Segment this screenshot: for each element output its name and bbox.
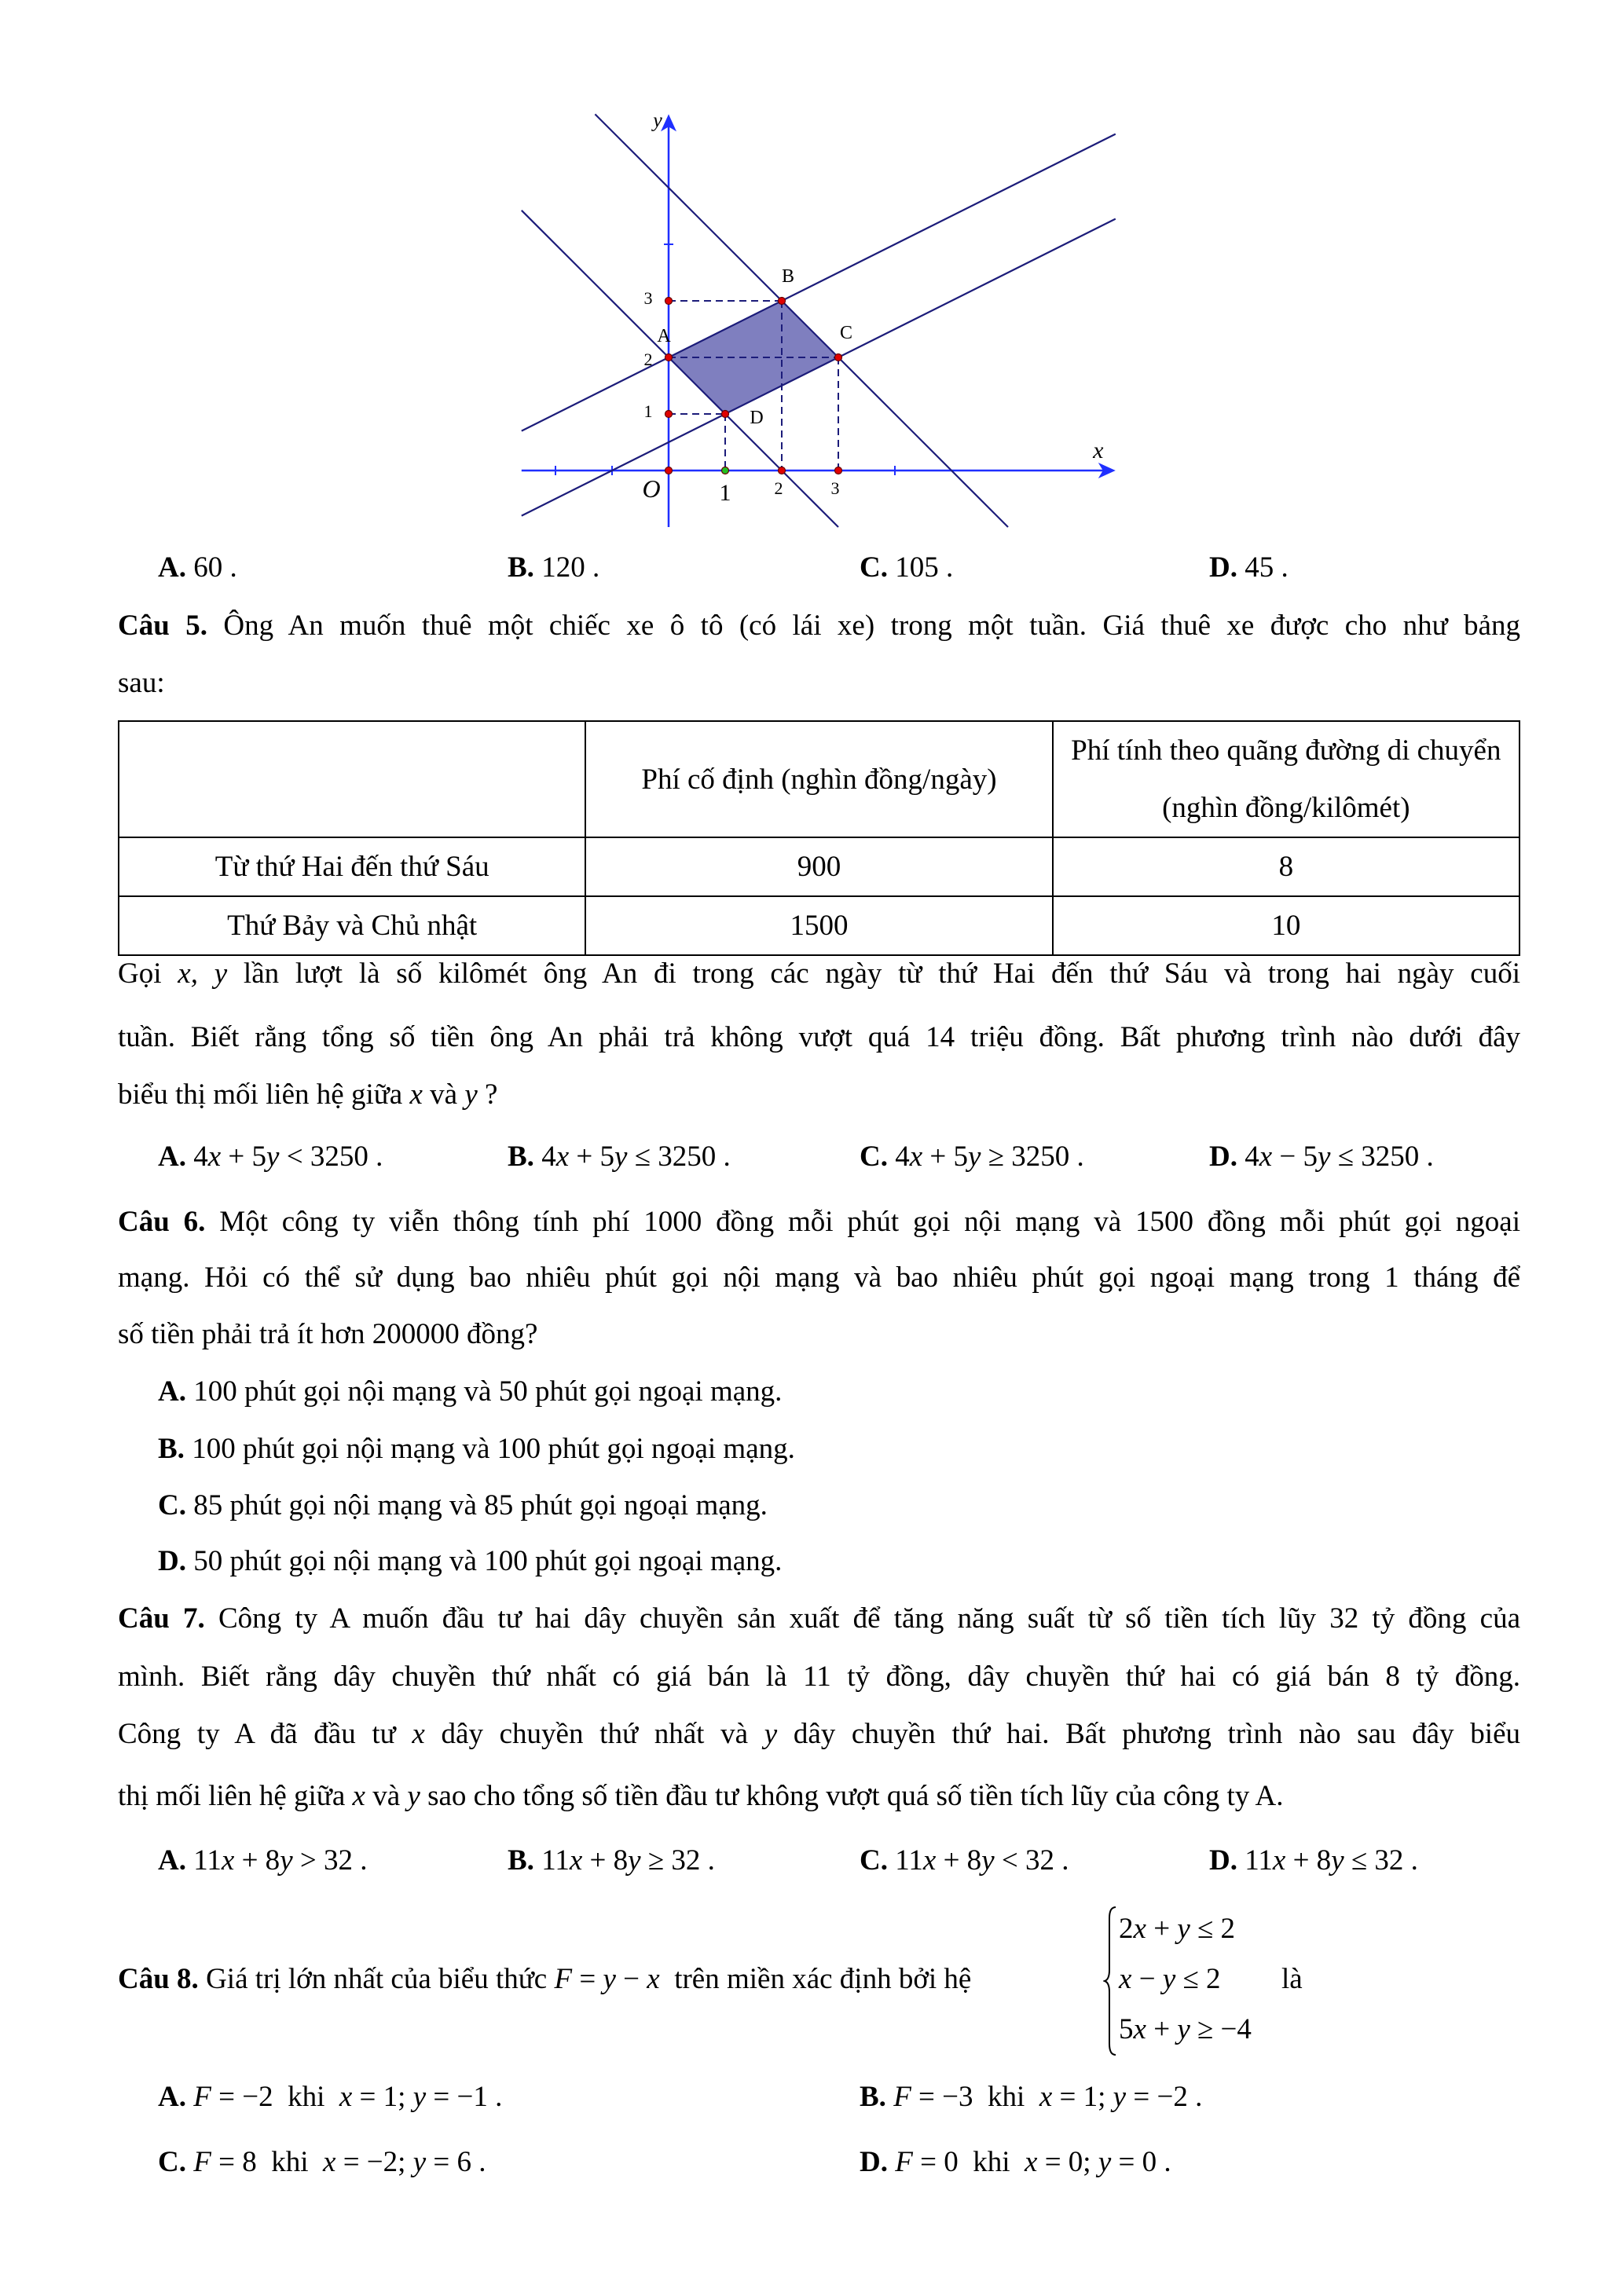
table-cell: 8 [1053,837,1520,896]
x-tick-label: 3 [830,478,840,498]
text-segment: 2 [1119,1913,1134,1945]
text-segment: 60 . [185,551,237,584]
text-segment: 11 [533,1844,570,1877]
math-variable: y [412,2081,427,2113]
text-segment: = 0 . [1111,2146,1171,2178]
math-variable: x [1025,2146,1038,2178]
text-segment: 100 phút gọi nội mạng và 50 phút gọi ngoại mạng. [185,1375,783,1408]
label-bold: C. [860,1844,888,1877]
q6-option-b[interactable] [158,1430,795,1469]
text-segment: < 32 . [994,1844,1069,1877]
text-segment: dây chuyền thứ nhất và [424,1718,764,1750]
text-segment: ≤ 3250 . [1330,1141,1434,1173]
label-bold: D. [1209,551,1237,584]
text-segment: ≤ 2 [1175,1963,1221,1995]
text-segment: sao cho tổng số tiền đầu tư không vượt quá số tiền tích lũy của công ty A. [420,1780,1284,1812]
q6-option-c[interactable] [158,1486,768,1525]
q7-option-b[interactable] [508,1841,715,1880]
label-bold: Câu 8. [118,1963,199,1995]
text-segment: + 8 [234,1844,280,1877]
math-variable: x [569,1844,583,1877]
system-inequality [1119,2010,1252,2049]
q6-question-line [118,1315,1520,1354]
point-marker [665,467,673,474]
text-segment: = −1 . [426,2081,503,2113]
y-tick-label: 1 [643,401,653,421]
q8-question-line [118,1960,971,1999]
text-segment: + 8 [1285,1844,1332,1877]
text-segment: Một công ty viễn thông tính phí 1000 đồng mỗi phút gọi nội mạng và 1500 đồng mỗi phút gọi ngoại [205,1206,1520,1238]
math-variable: y [1318,1141,1331,1173]
text-segment: 50 phút gọi nội mạng và 100 phút gọi ngoại mạng. [185,1545,783,1577]
text-segment: = 6 . [426,2146,486,2178]
label-bold: B. [860,2081,886,2113]
text-segment: 5 [1119,2013,1134,2045]
q4-option-a[interactable] [158,548,237,588]
system-inequality [1119,1960,1221,1999]
y-tick-label: 3 [643,288,653,308]
text-segment: 105 . [887,551,954,584]
boundary-line [522,134,1116,431]
text-segment: ≥ 32 . [640,1844,715,1877]
text-segment: − [1131,1963,1163,1995]
text-segment: = 1; [1052,2081,1113,2113]
math-variable: x [207,1141,222,1173]
text-segment: Gọi [118,958,178,990]
text-segment: = −2 khi [211,2081,339,2113]
math-variable: y [407,1780,420,1812]
text-segment: ≥ −4 [1190,2013,1252,2045]
q6-option-d[interactable] [158,1542,782,1581]
table-header-row [119,721,1520,837]
text-segment: + [1146,1913,1178,1945]
text-segment: Công ty A muốn đầu tư hai dây chuyền sản xuất để tăng năng suất từ số tiền tích lũy 32 tỷ đồng của [204,1602,1520,1635]
rental-fee-table [118,720,1520,956]
point-marker [722,467,729,474]
x-tick-label: 1 [719,480,731,506]
q5-option-a[interactable] [158,1137,383,1177]
text-segment: 4 [1237,1141,1259,1173]
point-marker [665,354,673,361]
text-segment: sau: [118,667,165,699]
label-bold: A. [158,2081,186,2113]
q8-question-tail [1281,1960,1303,1999]
table-cell: 10 [1053,896,1520,955]
point-marker [835,467,842,474]
text-segment: trên miền xác định bởi hệ [659,1963,972,1995]
table-header-cell: Phí cố định (nghìn đồng/ngày) [585,721,1052,837]
math-variable: y [981,1844,995,1877]
text-segment: Ông An muốn thuê một chiếc xe ô tô (có lái xe) trong một tuần. Giá thuê xe được cho như bảng [207,610,1520,642]
label-bold: A. [158,551,186,584]
text-segment [186,2081,193,2113]
q4-option-b[interactable] [508,548,599,588]
q5-question-line [118,606,1520,646]
q6-question-line [118,1203,1520,1242]
label-bold: Câu 7. [118,1602,205,1635]
text-segment: dây chuyền thứ hai. Bất phương trình nào sau đây biểu [777,1718,1520,1750]
label-bold: C. [158,2146,186,2178]
text-segment: ≤ 3250 . [627,1141,731,1173]
text-segment [186,2146,193,2178]
q7-option-d[interactable] [1209,1841,1418,1880]
q7-question-line [118,1599,1520,1639]
math-variable: x [412,1718,425,1750]
math-variable: x [409,1078,423,1111]
label-bold: D. [1209,1844,1237,1877]
q5-question-line [118,664,1520,703]
point-label: A [657,326,671,346]
text-segment: mạng. Hỏi có thể sử dụng bao nhiêu phút gọi nội mạng và bao nhiêu phút gọi ngoại mạng trong 1 tháng để [118,1262,1520,1294]
point-marker [665,298,673,305]
math-variable: x [1119,1963,1132,1995]
math-variable: y [1162,1963,1176,1995]
text-segment: mình. Biết rằng dây chuyền thứ nhất có giá bán là 11 tỷ đồng, dây chuyền thứ hai có giá bán 8 tỷ đồng. [118,1661,1520,1693]
math-variable: y [968,1141,981,1173]
table-cell: 1500 [585,896,1052,955]
math-variable: F [554,1963,573,1995]
text-segment: = −3 khi [911,2081,1039,2113]
q7-question-line [118,1657,1520,1697]
math-variable: y [628,1844,641,1877]
math-variable: x [1133,2013,1146,2045]
inequality-system [1103,1902,1307,2060]
table-cell: 900 [585,837,1052,896]
text-segment: 4 [887,1141,910,1173]
text-segment: Công ty A đã đầu tư [118,1718,412,1750]
q6-option-a[interactable] [158,1372,782,1412]
text-segment: lần lượt là số kilômét ông An đi trong các ngày từ thứ Hai đến thứ Sáu và trong hai ngày cuối [227,958,1520,990]
point-label: D [750,408,764,428]
text-segment: và [365,1780,408,1812]
text-segment: biểu thị mối liên hệ giữa [118,1078,410,1111]
text-segment: 4 [533,1141,556,1173]
text-segment [886,2081,893,2113]
x-axis-label: x [1093,438,1104,463]
text-segment: thị mối liên hệ giữa [118,1780,353,1812]
math-variable: F [893,2081,911,2113]
label-bold: D. [1209,1141,1237,1173]
math-variable: x [922,1844,937,1877]
point-marker [835,354,842,361]
text-segment: − [615,1963,647,1995]
label-bold: D. [158,1545,186,1577]
table-header-cell: Phí tính theo quãng đường di chuyển (nghìn đồng/kilômét) [1053,721,1520,837]
math-variable: x [323,2146,336,2178]
math-variable: x [221,1844,235,1877]
text-segment: + 8 [582,1844,629,1877]
text-segment: ≤ 2 [1190,1913,1236,1945]
q5-option-d[interactable] [1209,1137,1434,1177]
text-segment: + [1146,2013,1178,2045]
q8-option-d[interactable] [860,2143,1171,2182]
table-row [119,837,1520,896]
label-bold: C. [860,1141,888,1173]
label-bold: B. [508,1844,534,1877]
math-variable: y [464,1078,478,1111]
label-bold: C. [860,551,888,584]
text-segment: là [1281,1963,1303,1995]
q4-option-c[interactable] [860,548,953,588]
q8-option-c[interactable] [158,2143,486,2182]
q5-question-line [118,1018,1520,1057]
math-variable: y [1098,2146,1112,2178]
math-variable: y [412,2146,427,2178]
x-tick-label: 2 [774,478,783,498]
origin-label: O [642,474,661,503]
text-segment: + 5 [922,1141,969,1173]
text-segment: ≥ 3250 . [981,1141,1084,1173]
math-variable: x [555,1141,570,1173]
q5-question-line [118,1075,1520,1115]
q7-option-c[interactable] [860,1841,1069,1880]
q7-option-a[interactable] [158,1841,368,1880]
point-label: B [781,266,795,287]
math-variable: y [280,1844,293,1877]
text-segment: = 1; [352,2081,413,2113]
math-variable: F [193,2146,211,2178]
text-segment: tuần. Biết rằng tổng số tiền ông An phải trả không vượt quá 14 triệu đồng. Bất phương trình nào dưới đây [118,1021,1520,1053]
text-segment: + 8 [936,1844,982,1877]
text-segment: 100 phút gọi nội mạng và 100 phút gọi ngoại mạng. [184,1433,795,1465]
point-label: C [839,323,853,343]
text-segment: ? [477,1078,498,1111]
text-segment: = 8 khi [211,2146,323,2178]
point-marker [665,411,673,418]
math-variable: x [1272,1844,1286,1877]
q8-option-a[interactable] [158,2078,502,2117]
math-variable: x [647,1963,660,1995]
text-segment: 11 [185,1844,222,1877]
math-variable: F [895,2146,913,2178]
math-variable: y [1177,2013,1190,2045]
point-marker [722,411,729,418]
label-bold: A. [158,1844,186,1877]
math-variable: y [614,1141,628,1173]
math-variable: y [1177,1913,1190,1945]
q8-option-b[interactable] [860,2078,1202,2117]
point-marker [779,467,786,474]
table-row [119,896,1520,955]
text-segment: 85 phút gọi nội mạng và 85 phút gọi ngoại mạng. [185,1489,768,1522]
text-segment: = 0 khi [912,2146,1025,2178]
math-variable: x, y [178,958,228,990]
math-variable: x [1133,1913,1146,1945]
math-variable: x [909,1141,923,1173]
q6-question-line [118,1258,1520,1298]
math-variable: y [1113,2081,1127,2113]
math-variable: y [266,1141,280,1173]
text-segment: = 0; [1037,2146,1098,2178]
text-segment: + 5 [221,1141,267,1173]
system-inequality [1119,1910,1235,1949]
math-variable: y [764,1718,778,1750]
label-bold: A. [158,1141,186,1173]
table-cell: Từ thứ Hai đến thứ Sáu [119,837,585,896]
q5-option-b[interactable] [508,1137,731,1177]
q7-question-line [118,1715,1520,1754]
q7-question-line [118,1777,1520,1816]
text-segment [888,2146,895,2178]
text-segment: số tiền phải trả ít hơn 200000 đồng? [118,1318,538,1350]
label-bold: B. [508,1141,534,1173]
text-segment: + 5 [569,1141,614,1173]
q5-option-c[interactable] [860,1137,1084,1177]
label-bold: A. [158,1375,186,1408]
math-variable: x [339,2081,353,2113]
text-segment: Giá trị lớn nhất của biểu thức [198,1963,555,1995]
math-variable: x [1259,1141,1273,1173]
table-cell: Thứ Bảy và Chủ nhật [119,896,585,955]
text-segment: 11 [1237,1844,1273,1877]
label-bold: B. [158,1433,185,1465]
y-axis-label: y [653,110,662,132]
text-segment: ≤ 32 . [1344,1844,1418,1877]
table-header-cell [119,721,585,837]
text-segment: 45 . [1237,551,1289,584]
math-variable: F [193,2081,211,2113]
y-tick-label: 2 [643,350,653,369]
math-variable: x [1039,2081,1053,2113]
label-bold: C. [158,1489,186,1522]
text-segment: < 3250 . [279,1141,383,1173]
text-segment: 11 [887,1844,923,1877]
text-segment: và [422,1078,465,1111]
q4-option-d[interactable] [1209,548,1289,588]
text-segment: 120 . [533,551,600,584]
point-marker [779,298,786,305]
math-variable: x [352,1780,365,1812]
label-bold: Câu 6. [118,1206,206,1238]
text-segment: = −2 . [1126,2081,1203,2113]
q5-question-line [118,954,1520,994]
label-bold: Câu 5. [118,610,207,642]
text-segment: − 5 [1272,1141,1318,1173]
text-segment: > 32 . [292,1844,368,1877]
math-variable: y [603,1963,616,1995]
inequality-region-graph [511,110,1131,534]
text-segment: 4 [185,1141,208,1173]
label-bold: D. [860,2146,888,2178]
math-variable: y [1331,1844,1344,1877]
curly-brace-icon [1103,1902,1119,2060]
label-bold: B. [508,551,534,584]
text-segment: = [572,1963,603,1995]
text-segment: = −2; [335,2146,413,2178]
boundary-line [595,114,1008,527]
